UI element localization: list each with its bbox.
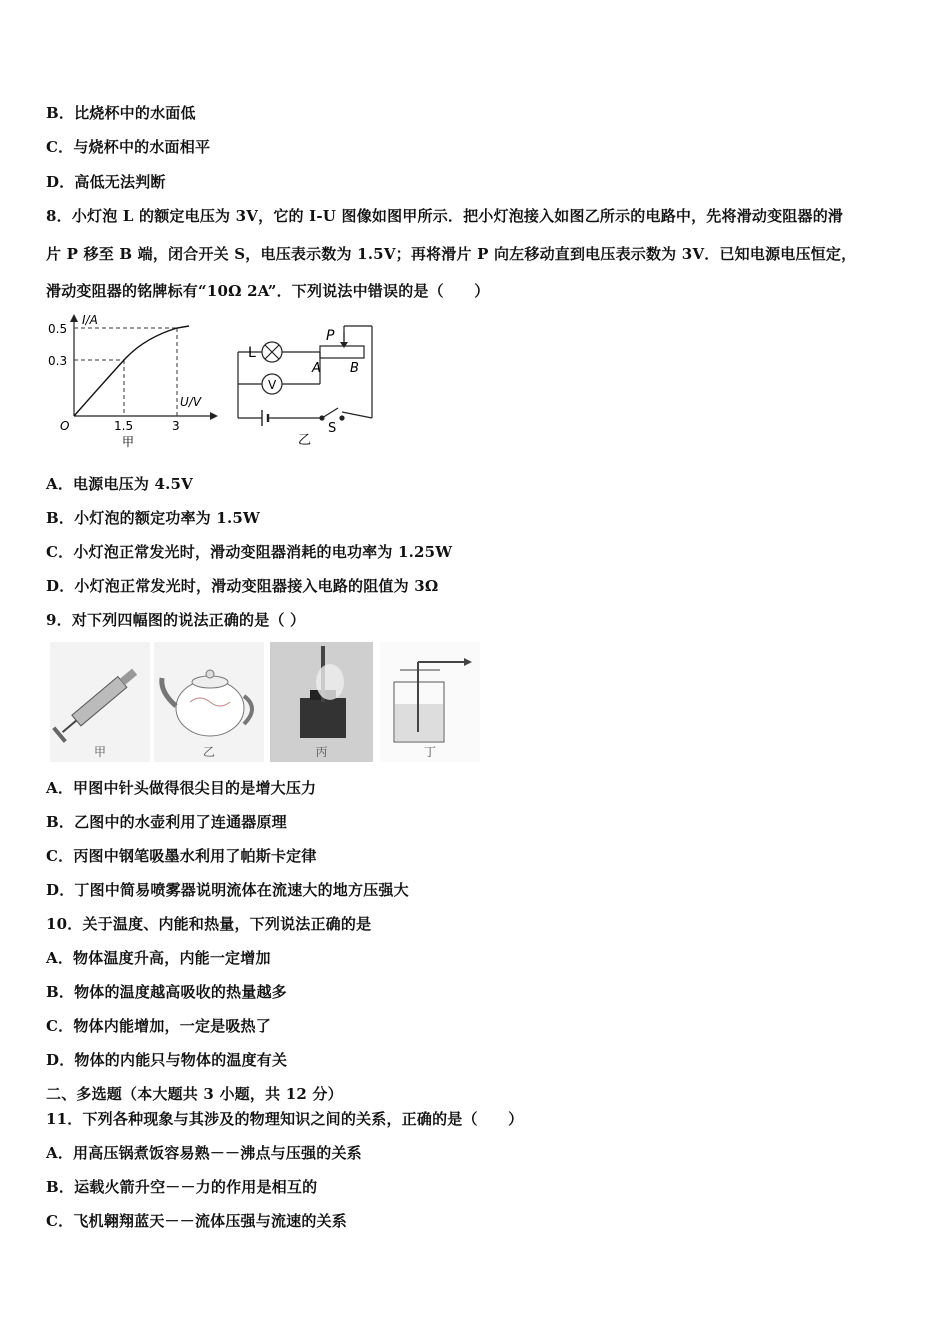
q8-option-b: B．小灯泡的额定功率为 1.5W [46, 509, 261, 527]
q8-stem-line2: 片 P 移至 B 端，闭合开关 S，电压表示数为 1.5V；再将滑片 P 向左移动直到电压表示数为 3V．已知电源电压恒定， [46, 245, 857, 263]
switch-contact-right [340, 416, 344, 420]
photo-caption-ding: 丁 [423, 745, 436, 759]
q7-option-d: D．高低无法判断 [46, 173, 166, 191]
q9-option-d: D．丁图中简易喷雾器说明流体在流速大的地方压强大 [46, 881, 409, 899]
photo-caption-jia: 甲 [93, 745, 106, 759]
x-tick-1-5: 1.5 [114, 419, 134, 433]
q11-option-a: A．用高压锅煮饭容易熟－－沸点与压强的关系 [46, 1144, 362, 1162]
x-tick-3: 3 [172, 419, 180, 433]
iu-graph-figure [44, 312, 219, 450]
q8-option-a: A．电源电压为 4.5V [46, 475, 193, 493]
lamp-label: L [248, 345, 256, 361]
q11-option-b: B．运载火箭升空－－力的作用是相互的 [46, 1178, 318, 1196]
y-axis-label: I/A [82, 313, 98, 327]
circuit-caption: 乙 [298, 433, 312, 448]
switch-blade [322, 408, 338, 418]
q7-option-b: B．比烧杯中的水面低 [46, 104, 196, 122]
q8-stem-line1: 8．小灯泡 L 的额定电压为 3V，它的 I-U 图像如图甲所示．把小灯泡接入如图乙所示的电路中，先将滑动变阻器的滑 [46, 207, 844, 225]
y-axis-arrow [70, 314, 78, 322]
y-tick-0-5: 0.5 [48, 322, 68, 336]
end-b-label: B [350, 361, 359, 376]
q9-option-a: A．甲图中针头做得很尖目的是增大压力 [46, 779, 317, 797]
iu-curve [74, 326, 189, 416]
q10-option-b: B．物体的温度越高吸收的热量越多 [46, 983, 287, 1001]
photo-syringe [50, 642, 150, 762]
x-axis-arrow [210, 412, 218, 420]
q10-stem: 10．关于温度、内能和热量，下列说法正确的是 [46, 915, 372, 933]
guide-lines [74, 328, 177, 416]
photo-caption-yi: 乙 [202, 745, 215, 759]
q10-option-d: D．物体的内能只与物体的温度有关 [46, 1051, 288, 1069]
y-tick-0-3: 0.3 [48, 354, 68, 368]
circuit-figure [232, 318, 382, 450]
voltmeter-label: V [268, 378, 277, 392]
photo-sprayer [380, 642, 480, 762]
section-heading-multi-choice: 二、多选题（本大题共 3 小题，共 12 分） [46, 1085, 343, 1103]
q11-stem: 11．下列各种现象与其涉及的物理知识之间的关系，正确的是（ ） [46, 1110, 524, 1128]
q9-stem: 9．对下列四幅图的说法正确的是（ ） [46, 611, 306, 629]
q9-option-b: B．乙图中的水壶利用了连通器原理 [46, 813, 287, 831]
q7-option-c: C．与烧杯中的水面相平 [46, 138, 211, 156]
q9-option-c: C．丙图中钢笔吸墨水利用了帕斯卡定律 [46, 847, 317, 865]
graph-caption: 甲 [122, 435, 135, 449]
q10-option-c: C．物体内能增加，一定是吸热了 [46, 1017, 271, 1035]
q11-option-c: C．飞机翱翔蓝天－－流体压强与流速的关系 [46, 1212, 347, 1230]
q8-option-d: D．小灯泡正常发光时，滑动变阻器接入电路的阻值为 3Ω [46, 577, 439, 595]
photo-teapot [154, 642, 264, 762]
photo-caption-bing: 丙 [315, 745, 328, 759]
slider-label: P [326, 328, 335, 344]
photo-pen-ink [270, 642, 373, 762]
q8-option-c: C．小灯泡正常发光时，滑动变阻器消耗的电功率为 1.25W [46, 543, 453, 561]
switch-label: S [328, 421, 337, 436]
end-a-label: A [312, 361, 321, 376]
x-axis-label: U/V [180, 395, 202, 409]
origin-label: O [60, 419, 70, 433]
q10-option-a: A．物体温度升高，内能一定增加 [46, 949, 271, 967]
rheostat-symbol [320, 346, 364, 358]
q8-stem-line3: 滑动变阻器的铭牌标有“10Ω 2A”．下列说法中错误的是（ ） [46, 282, 490, 300]
